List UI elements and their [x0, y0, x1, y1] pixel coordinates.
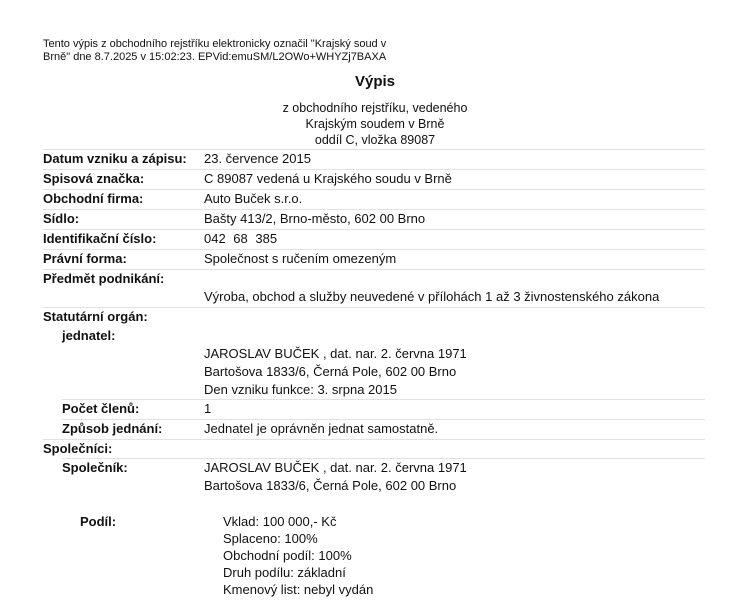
label-datum-vzniku: Datum vzniku a zápisu:: [43, 151, 187, 166]
row-divider: [43, 209, 705, 210]
document-subtitle: [0, 100, 750, 148]
row-divider: [62, 419, 705, 420]
row-divider: [43, 249, 705, 250]
subtitle-line-2: Krajským soudem v Brně: [305, 117, 445, 131]
label-statutarni-organ: Statutární orgán:: [43, 309, 148, 324]
label-zpusob-jednani: Způsob jednání:: [62, 421, 163, 436]
spolecnik-address: Bartošova 1833/6, Černá Pole, 602 00 Brno: [204, 478, 457, 493]
notice-line-1: Tento výpis z obchodního rejstříku elektronicky označil "Krajský soud v: [43, 38, 387, 50]
label-podil: Podíl:: [80, 514, 117, 529]
value-datum-vzniku: 23. července 2015: [204, 151, 311, 166]
jednatel-name: JAROSLAV BUČEK , dat. nar. 2. června 1971: [204, 346, 467, 361]
row-divider: [43, 169, 705, 170]
label-sidlo: Sídlo:: [43, 211, 80, 226]
row-divider: [43, 307, 705, 308]
label-spolecnik: Společník:: [62, 460, 128, 475]
electronic-seal-notice: [43, 38, 443, 64]
row-divider: [43, 439, 705, 440]
row-divider: [62, 399, 705, 400]
podil-obchodni-podil: Obchodní podíl: 100%: [223, 548, 352, 563]
value-zpusob-jednani: Jednatel je oprávněn jednat samostatně.: [204, 421, 439, 436]
row-divider: [62, 458, 705, 459]
label-predmet-podnikani: Předmět podnikání:: [43, 271, 165, 286]
row-divider: [43, 189, 705, 190]
label-obchodni-firma: Obchodní firma:: [43, 191, 144, 206]
subtitle-line-1: z obchodního rejstříku, vedeného: [282, 101, 468, 115]
row-divider: [43, 149, 705, 150]
label-pocet-clenu: Počet členů:: [62, 401, 140, 416]
value-spisova-znacka: C 89087 vedená u Krajského soudu v Brně: [204, 171, 452, 186]
value-predmet-podnikani: Výroba, obchod a služby neuvedené v přílohách 1 až 3 živnostenského zákona: [204, 289, 660, 304]
value-identifikacni-cislo: 042 68 385: [204, 231, 278, 246]
value-pravni-forma: Společnost s ručením omezeným: [204, 251, 397, 266]
value-sidlo: Bašty 413/2, Brno-město, 602 00 Brno: [204, 211, 426, 226]
notice-line-2: Brně" dne 8.7.2025 v 15:02:23. EPVid:emuSM/L2OWo+WHYZj7BAXA: [43, 51, 387, 63]
podil-vklad: Vklad: 100 000,- Kč: [223, 514, 337, 529]
value-obchodni-firma: Auto Buček s.r.o.: [204, 191, 303, 206]
podil-druh: Druh podílu: základní: [223, 565, 346, 580]
podil-kmenovy-list: Kmenový list: nebyl vydán: [223, 582, 374, 597]
value-pocet-clenu: 1: [204, 401, 212, 416]
row-divider: [43, 229, 705, 230]
spolecnik-name: JAROSLAV BUČEK , dat. nar. 2. června 1971: [204, 460, 467, 475]
label-spolecnici: Společníci:: [43, 441, 113, 456]
jednatel-function-date: Den vzniku funkce: 3. srpna 2015: [204, 382, 397, 397]
label-identifikacni-cislo: Identifikační číslo:: [43, 231, 157, 246]
label-jednatel: jednatel:: [62, 328, 116, 343]
jednatel-address: Bartošova 1833/6, Černá Pole, 602 00 Brno: [204, 364, 457, 379]
podil-splaceno: Splaceno: 100%: [223, 531, 318, 546]
label-spisova-znacka: Spisová značka:: [43, 171, 145, 186]
label-pravni-forma: Právní forma:: [43, 251, 127, 266]
row-divider: [43, 269, 705, 270]
subtitle-line-3: oddíl C, vložka 89087: [314, 133, 436, 147]
document-title: Výpis: [354, 73, 396, 90]
